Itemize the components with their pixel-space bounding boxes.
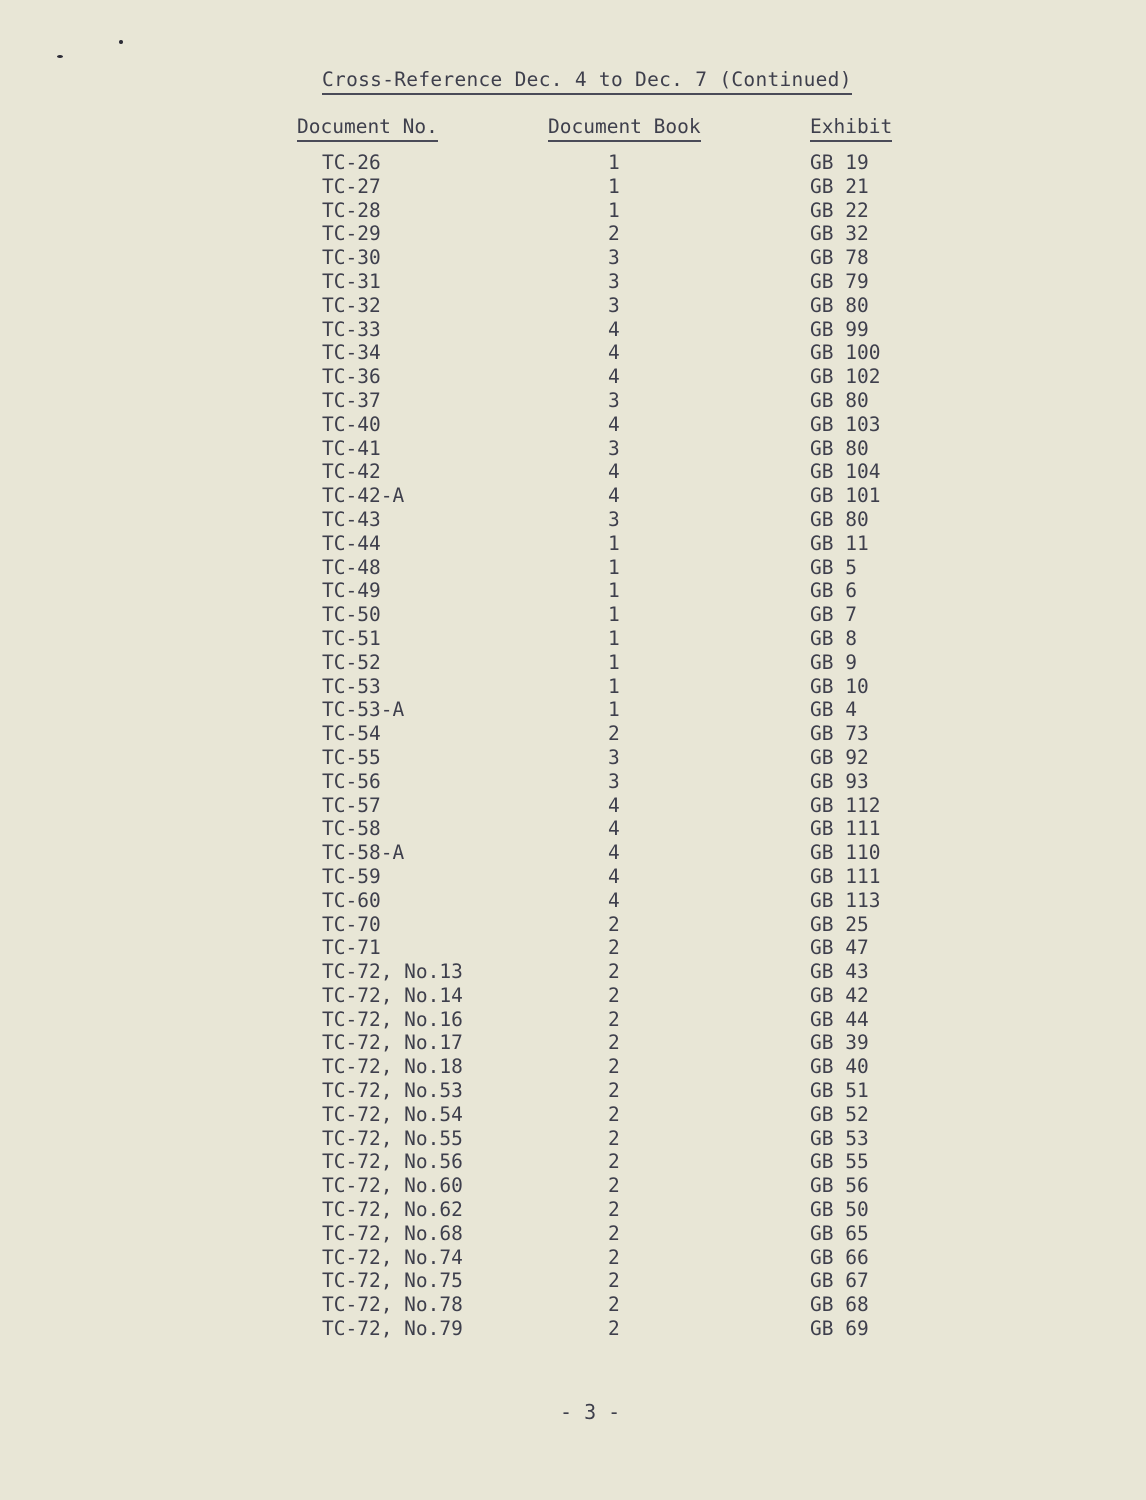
table-row [0, 1079, 1146, 1103]
document-book-cell: 4 [608, 484, 620, 508]
table-row [0, 1222, 1146, 1246]
document-book-cell: 4 [608, 412, 620, 436]
document-book-cell: 1 [608, 198, 620, 222]
table-row [0, 365, 1146, 389]
page-title: Cross-Reference Dec. 4 to Dec. 7 (Continued) [322, 68, 852, 95]
document-book-cell: 1 [608, 174, 620, 198]
document-book-cell: 2 [608, 1007, 620, 1031]
table-row [0, 746, 1146, 770]
document-no-cell: TC-36 [322, 365, 381, 389]
table-row [0, 484, 1146, 508]
document-no-cell: TC-72, No.75 [322, 1269, 463, 1293]
document-book-cell: 4 [608, 317, 620, 341]
document-no-cell: TC-42 [322, 460, 381, 484]
document-no-cell: TC-51 [322, 626, 381, 650]
document-no-cell: TC-72, No.13 [322, 960, 463, 984]
exhibit-cell: GB 80 [810, 388, 869, 412]
exhibit-cell: GB 55 [810, 1150, 869, 1174]
document-no-cell: TC-44 [322, 531, 381, 555]
document-no-cell: TC-50 [322, 603, 381, 627]
table-row [0, 175, 1146, 199]
exhibit-cell: GB 42 [810, 983, 869, 1007]
exhibit-cell: GB 11 [810, 531, 869, 555]
exhibit-cell: GB 39 [810, 1031, 869, 1055]
exhibit-cell: GB 21 [810, 174, 869, 198]
exhibit-cell: GB 56 [810, 1174, 869, 1198]
document-book-cell: 3 [608, 745, 620, 769]
exhibit-cell: GB 102 [810, 365, 881, 389]
document-no-cell: TC-52 [322, 650, 381, 674]
document-book-cell: 4 [608, 864, 620, 888]
document-book-cell: 1 [608, 603, 620, 627]
exhibit-cell: GB 44 [810, 1007, 869, 1031]
document-no-cell: TC-33 [322, 317, 381, 341]
document-book-cell: 1 [608, 531, 620, 555]
document-no-cell: TC-29 [322, 222, 381, 246]
table-row [0, 865, 1146, 889]
ink-speck [119, 40, 123, 44]
table-row [0, 556, 1146, 580]
document-no-cell: TC-49 [322, 579, 381, 603]
document-book-cell: 4 [608, 460, 620, 484]
document-no-cell: TC-72, No.60 [322, 1174, 463, 1198]
exhibit-cell: GB 111 [810, 817, 881, 841]
table-row [0, 603, 1146, 627]
page-number: - 3 - [560, 1400, 621, 1424]
document-no-cell: TC-72, No.62 [322, 1198, 463, 1222]
header-exhibit: Exhibit [810, 115, 892, 142]
document-no-cell: TC-58-A [322, 841, 405, 865]
document-no-cell: TC-43 [322, 507, 381, 531]
table-row [0, 1150, 1146, 1174]
document-book-cell: 1 [608, 579, 620, 603]
exhibit-cell: GB 4 [810, 698, 857, 722]
table-row [0, 889, 1146, 913]
table-row [0, 1198, 1146, 1222]
document-book-cell: 2 [608, 960, 620, 984]
table-row [0, 460, 1146, 484]
document-book-cell: 1 [608, 626, 620, 650]
exhibit-cell: GB 53 [810, 1126, 869, 1150]
document-book-cell: 4 [608, 817, 620, 841]
document-no-cell: TC-56 [322, 769, 381, 793]
exhibit-cell: GB 5 [810, 555, 857, 579]
document-no-cell: TC-31 [322, 269, 381, 293]
exhibit-cell: GB 100 [810, 341, 881, 365]
exhibit-cell: GB 67 [810, 1269, 869, 1293]
table-row [0, 984, 1146, 1008]
document-book-cell: 3 [608, 269, 620, 293]
document-no-cell: TC-40 [322, 412, 381, 436]
table-row [0, 627, 1146, 651]
table-row [0, 341, 1146, 365]
document-no-cell: TC-71 [322, 936, 381, 960]
table-row [0, 1103, 1146, 1127]
document-no-cell: TC-72, No.56 [322, 1150, 463, 1174]
exhibit-cell: GB 69 [810, 1317, 869, 1341]
header-document-no: Document No. [297, 115, 438, 142]
document-book-cell: 2 [608, 1102, 620, 1126]
table-row [0, 389, 1146, 413]
document-book-cell: 4 [608, 841, 620, 865]
document-no-cell: TC-54 [322, 722, 381, 746]
document-no-cell: TC-53 [322, 674, 381, 698]
table-row [0, 246, 1146, 270]
document-no-cell: TC-48 [322, 555, 381, 579]
exhibit-cell: GB 22 [810, 198, 869, 222]
table-row [0, 1008, 1146, 1032]
document-no-cell: TC-30 [322, 246, 381, 270]
table-row [0, 1127, 1146, 1151]
exhibit-cell: GB 79 [810, 269, 869, 293]
exhibit-cell: GB 80 [810, 436, 869, 460]
table-row [0, 817, 1146, 841]
document-book-cell: 3 [608, 388, 620, 412]
exhibit-cell: GB 93 [810, 769, 869, 793]
document-no-cell: TC-26 [322, 151, 381, 174]
document-no-cell: TC-72, No.14 [322, 983, 463, 1007]
exhibit-cell: GB 112 [810, 793, 881, 817]
exhibit-cell: GB 50 [810, 1198, 869, 1222]
exhibit-cell: GB 51 [810, 1079, 869, 1103]
document-no-cell: TC-72, No.79 [322, 1317, 463, 1341]
document-no-cell: TC-60 [322, 888, 381, 912]
document-book-cell: 2 [608, 1198, 620, 1222]
exhibit-cell: GB 65 [810, 1221, 869, 1245]
document-no-cell: TC-72, No.78 [322, 1293, 463, 1317]
document-no-cell: TC-27 [322, 174, 381, 198]
document-no-cell: TC-72, No.16 [322, 1007, 463, 1031]
exhibit-cell: GB 40 [810, 1055, 869, 1079]
header-document-book: Document Book [548, 115, 701, 142]
exhibit-cell: GB 66 [810, 1245, 869, 1269]
document-book-cell: 1 [608, 555, 620, 579]
document-no-cell: TC-42-A [322, 484, 405, 508]
table-row [0, 936, 1146, 960]
exhibit-cell: GB 7 [810, 603, 857, 627]
document-book-cell: 2 [608, 1126, 620, 1150]
document-no-cell: TC-72, No.54 [322, 1102, 463, 1126]
document-no-cell: TC-37 [322, 388, 381, 412]
table-row [0, 722, 1146, 746]
table-row [0, 199, 1146, 223]
document-no-cell: TC-59 [322, 864, 381, 888]
table-row [0, 770, 1146, 794]
table-row [0, 1031, 1146, 1055]
ink-speck [57, 55, 63, 58]
document-book-cell: 4 [608, 365, 620, 389]
exhibit-cell: GB 68 [810, 1293, 869, 1317]
document-no-cell: TC-32 [322, 293, 381, 317]
exhibit-cell: GB 6 [810, 579, 857, 603]
document-book-cell: 2 [608, 912, 620, 936]
table-row [0, 794, 1146, 818]
exhibit-cell: GB 10 [810, 674, 869, 698]
document-book-cell: 1 [608, 151, 620, 174]
document-no-cell: TC-70 [322, 912, 381, 936]
table-row [0, 960, 1146, 984]
table-row [0, 413, 1146, 437]
document-book-cell: 4 [608, 888, 620, 912]
exhibit-cell: GB 104 [810, 460, 881, 484]
document-book-cell: 2 [608, 1221, 620, 1245]
table-row [0, 437, 1146, 461]
table-row [0, 913, 1146, 937]
exhibit-cell: GB 103 [810, 412, 881, 436]
exhibit-cell: GB 78 [810, 246, 869, 270]
table-row [0, 1269, 1146, 1293]
document-book-cell: 2 [608, 1174, 620, 1198]
document-book-cell: 2 [608, 1055, 620, 1079]
table-row [0, 651, 1146, 675]
exhibit-cell: GB 92 [810, 745, 869, 769]
exhibit-cell: GB 47 [810, 936, 869, 960]
table-row [0, 841, 1146, 865]
exhibit-cell: GB 80 [810, 293, 869, 317]
document-no-cell: TC-55 [322, 745, 381, 769]
table-row [0, 222, 1146, 246]
table-row [0, 270, 1146, 294]
table-row [0, 1293, 1146, 1317]
exhibit-cell: GB 32 [810, 222, 869, 246]
document-book-cell: 3 [608, 507, 620, 531]
exhibit-cell: GB 9 [810, 650, 857, 674]
document-book-cell: 1 [608, 698, 620, 722]
document-book-cell: 2 [608, 1269, 620, 1293]
document-book-cell: 2 [608, 1150, 620, 1174]
document-book-cell: 2 [608, 1079, 620, 1103]
document-book-cell: 2 [608, 222, 620, 246]
document-book-cell: 1 [608, 674, 620, 698]
document-book-cell: 1 [608, 650, 620, 674]
table-row [0, 1055, 1146, 1079]
exhibit-cell: GB 52 [810, 1102, 869, 1126]
document-book-cell: 3 [608, 436, 620, 460]
document-book-cell: 4 [608, 793, 620, 817]
table-row [0, 698, 1146, 722]
table-row [0, 1174, 1146, 1198]
document-no-cell: TC-58 [322, 817, 381, 841]
table-row [0, 1317, 1146, 1341]
table-row [0, 675, 1146, 699]
exhibit-cell: GB 111 [810, 864, 881, 888]
exhibit-cell: GB 25 [810, 912, 869, 936]
document-book-cell: 2 [608, 983, 620, 1007]
document-no-cell: TC-72, No.55 [322, 1126, 463, 1150]
exhibit-cell: GB 110 [810, 841, 881, 865]
document-book-cell: 2 [608, 1031, 620, 1055]
table-row [0, 532, 1146, 556]
document-book-cell: 2 [608, 722, 620, 746]
cross-reference-table [0, 151, 1146, 1341]
table-row [0, 1246, 1146, 1270]
exhibit-cell: GB 19 [810, 151, 869, 174]
table-row [0, 151, 1146, 175]
document-book-cell: 2 [608, 1317, 620, 1341]
document-book-cell: 2 [608, 936, 620, 960]
exhibit-cell: GB 43 [810, 960, 869, 984]
exhibit-cell: GB 80 [810, 507, 869, 531]
document-no-cell: TC-72, No.53 [322, 1079, 463, 1103]
document-book-cell: 3 [608, 246, 620, 270]
document-no-cell: TC-57 [322, 793, 381, 817]
exhibit-cell: GB 8 [810, 626, 857, 650]
document-no-cell: TC-72, No.74 [322, 1245, 463, 1269]
document-no-cell: TC-53-A [322, 698, 405, 722]
table-row [0, 294, 1146, 318]
document-no-cell: TC-41 [322, 436, 381, 460]
document-no-cell: TC-72, No.68 [322, 1221, 463, 1245]
exhibit-cell: GB 73 [810, 722, 869, 746]
document-book-cell: 4 [608, 341, 620, 365]
document-no-cell: TC-28 [322, 198, 381, 222]
document-book-cell: 2 [608, 1293, 620, 1317]
document-book-cell: 2 [608, 1245, 620, 1269]
document-book-cell: 3 [608, 293, 620, 317]
table-row [0, 508, 1146, 532]
exhibit-cell: GB 113 [810, 888, 881, 912]
exhibit-cell: GB 99 [810, 317, 869, 341]
document-no-cell: TC-72, No.18 [322, 1055, 463, 1079]
document-no-cell: TC-34 [322, 341, 381, 365]
document-book-cell: 3 [608, 769, 620, 793]
exhibit-cell: GB 101 [810, 484, 881, 508]
table-row [0, 318, 1146, 342]
table-row [0, 579, 1146, 603]
document-no-cell: TC-72, No.17 [322, 1031, 463, 1055]
